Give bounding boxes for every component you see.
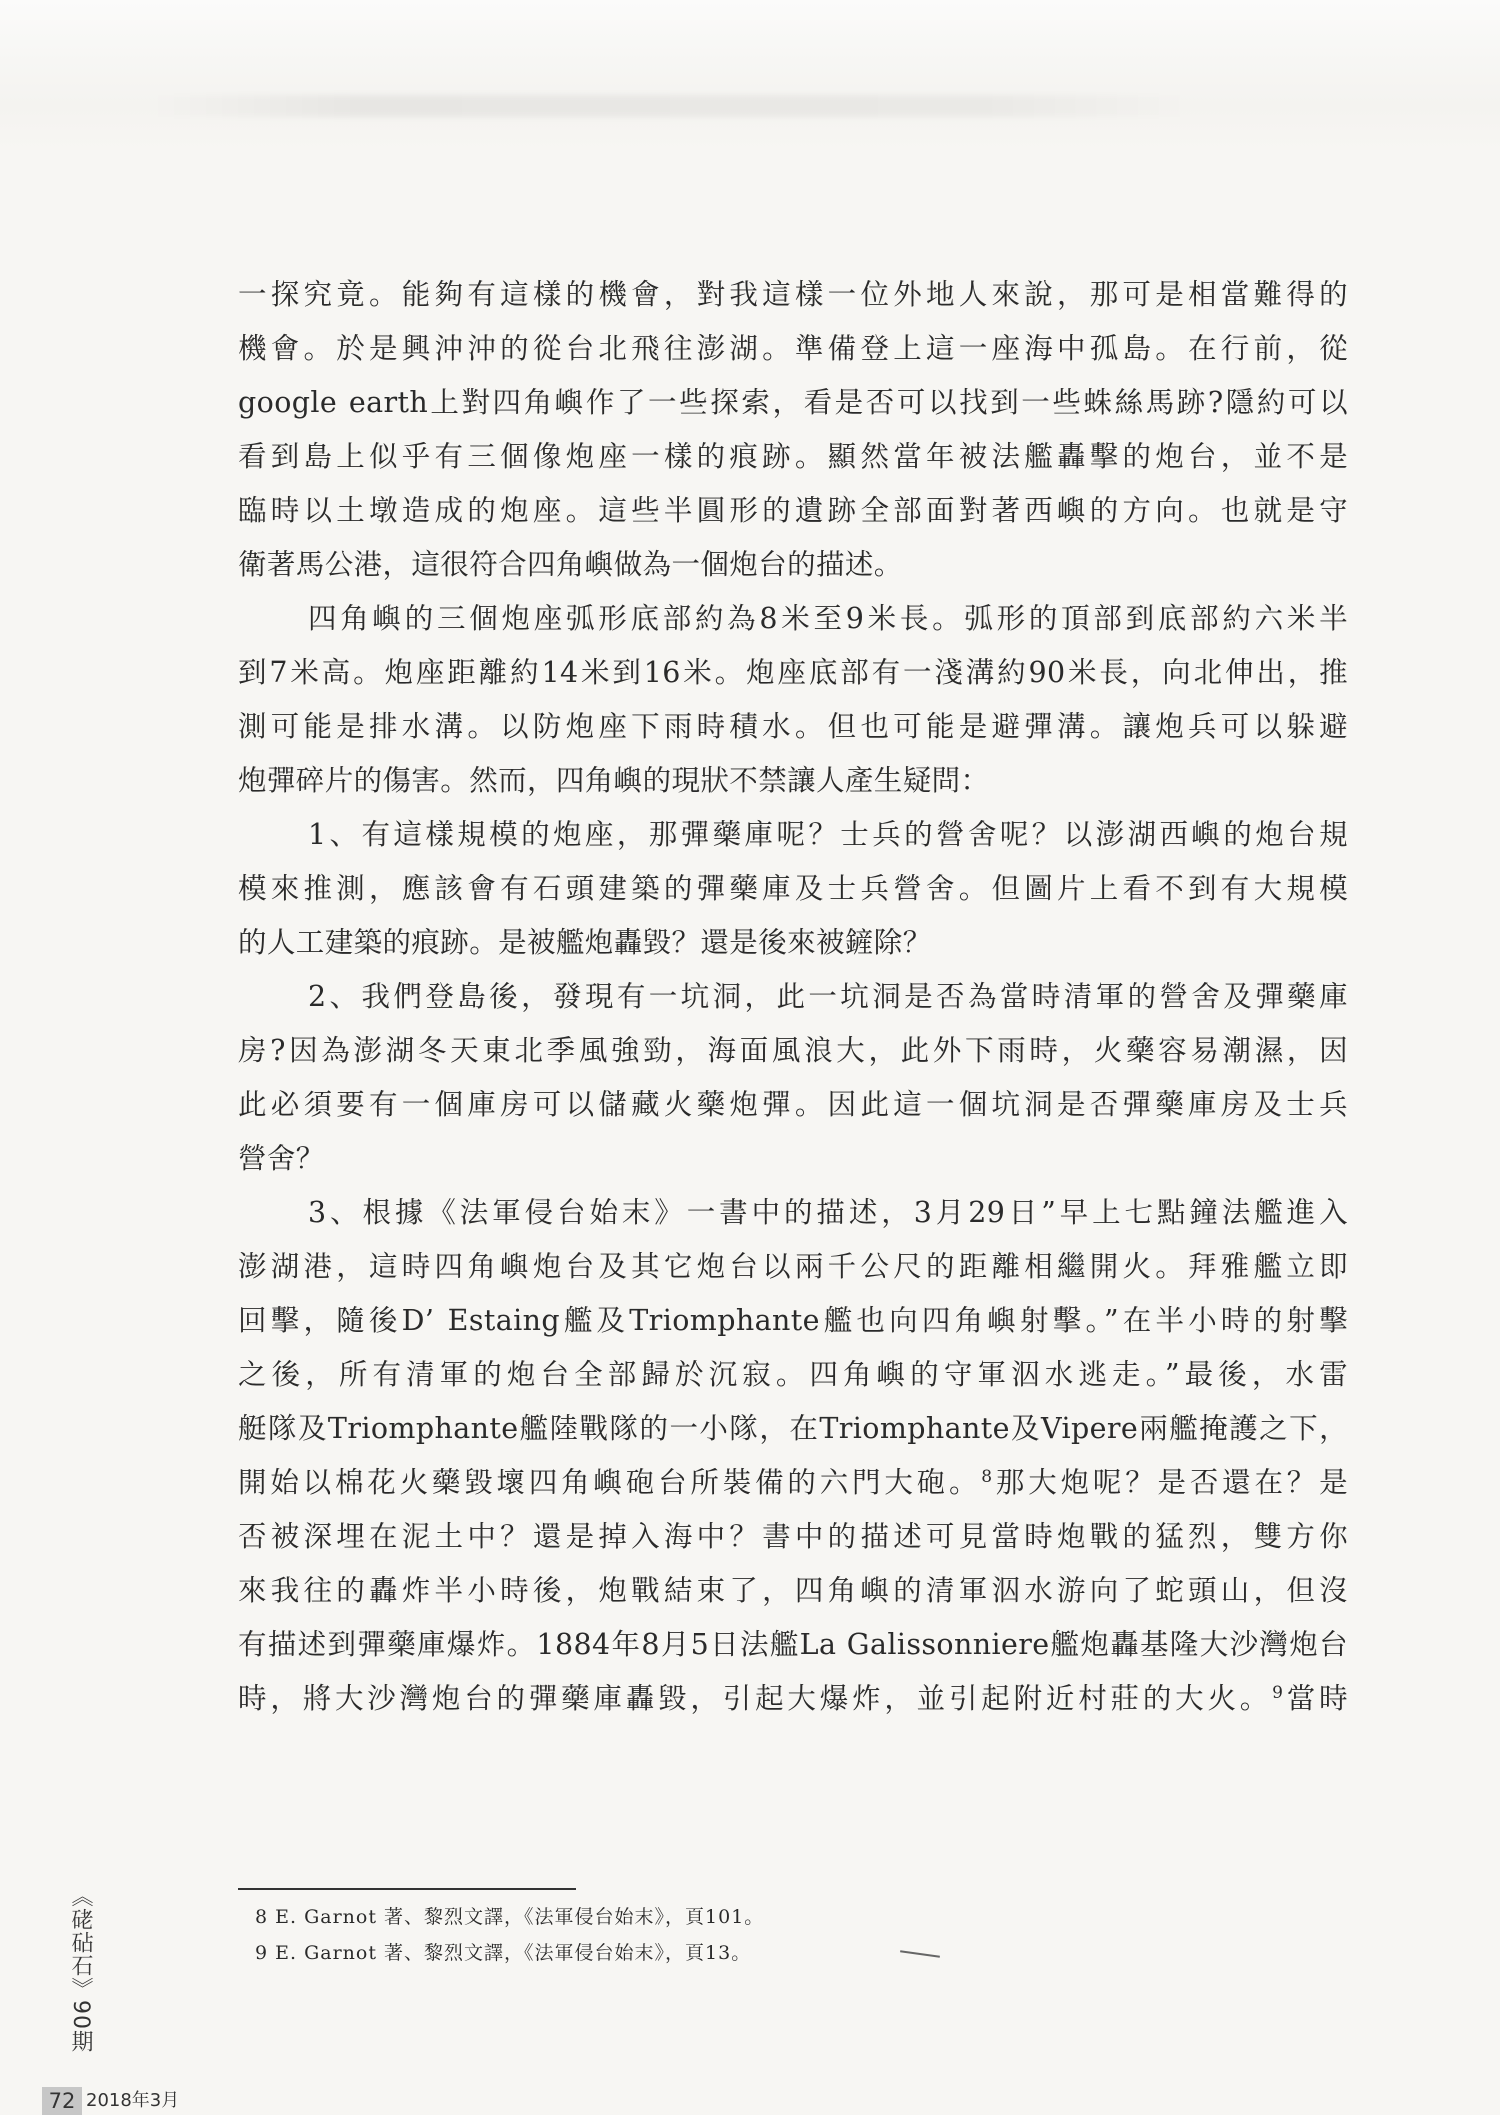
body-line: 艇隊及Triomphante艦陸戰隊的一小隊，在Triomphante及Vipere兩艦掩護之下， [238, 1412, 1348, 1445]
body-line-text: 當時 [1283, 1682, 1348, 1715]
body-line: 營舍？ [238, 1142, 325, 1175]
footnote-divider [238, 1888, 576, 1890]
footnote-8: 8 E. Garnot 著、黎烈文譯，《法軍侵台始末》，頁101。 [255, 1906, 765, 1928]
body-line: 來我往的轟炸半小時後，炮戰結束了，四角嶼的清軍泅水游向了蛇頭山，但沒 [238, 1574, 1348, 1607]
body-line: 3、根據《法軍侵台始末》一書中的描述，3月29日”早上七點鐘法艦進入 [308, 1196, 1348, 1229]
body-line-text: 時，將大沙灣炮台的彈藥庫轟毀，引起大爆炸，並引起附近村莊的大火。 [238, 1682, 1273, 1715]
footnote-9: 9 E. Garnot 著、黎烈文譯，《法軍侵台始末》，頁13。 [255, 1942, 752, 1964]
body-line: 澎湖港，這時四角嶼炮台及其它炮台以兩千公尺的距離相繼開火。拜雅艦立即 [238, 1250, 1348, 1283]
scan-mark [900, 1950, 940, 1958]
scan-smudge [150, 95, 1190, 117]
body-line: 四角嶼的三個炮座弧形底部約為8米至9米長。弧形的頂部到底部約六米半 [308, 602, 1348, 635]
body-line: 一探究竟。能夠有這樣的機會，對我這樣一位外地人來說，那可是相當難得的 [238, 278, 1348, 311]
body-line: 否被深埋在泥土中？還是掉入海中？書中的描述可見當時炮戰的猛烈，雙方你 [238, 1520, 1348, 1553]
body-line [238, 1674, 1348, 1724]
body-line: 之後，所有清軍的炮台全部歸於沉寂。四角嶼的守軍泅水逃走。”最後，水雷 [238, 1358, 1348, 1391]
publication-title: 《硓砧石》90期 [68, 1885, 93, 2053]
scan-top-band [0, 0, 1500, 150]
body-line: 衛著馬公港，這很符合四角嶼做為一個炮台的描述。 [238, 548, 903, 581]
footnote-ref: 9 [1272, 1683, 1284, 1703]
body-line: 此必須要有一個庫房可以儲藏火藥炮彈。因此這一個坑洞是否彈藥庫房及士兵 [238, 1088, 1348, 1121]
issue-date: 2018年3月 [86, 2090, 180, 2111]
body-line-text: 那大炮呢？是否還在？是 [992, 1466, 1349, 1499]
body-line: 回擊，隨後D’ Estaing艦及Triomphante艦也向四角嶼射擊。”在半小時的射擊 [238, 1304, 1348, 1337]
body-line: 到7米高。炮座距離約14米到16米。炮座底部有一淺溝約90米長，向北伸出，推 [238, 656, 1348, 689]
page-number: 72 [42, 2087, 82, 2115]
body-line: 看到島上似乎有三個像炮座一樣的痕跡。顯然當年被法艦轟擊的炮台，並不是 [238, 440, 1348, 473]
body-line-text: 開始以棉花火藥毀壞四角嶼砲台所裝備的六門大砲。 [238, 1466, 982, 1499]
body-line: 機會。於是興沖沖的從台北飛往澎湖。準備登上這一座海中孤島。在行前，從 [238, 332, 1348, 365]
body-line: 測可能是排水溝。以防炮座下雨時積水。但也可能是避彈溝。讓炮兵可以躲避 [238, 710, 1348, 743]
body-line: 房?因為澎湖冬天東北季風強勁，海面風浪大，此外下雨時，火藥容易潮濕，因 [238, 1034, 1348, 1067]
body-line: 的人工建築的痕跡。是被艦炮轟毀？還是後來被鏟除？ [238, 926, 932, 959]
body-line [238, 1458, 1348, 1508]
body-line: 有描述到彈藥庫爆炸。1884年8月5日法艦La Galissonniere艦炮轟基隆大沙灣炮台 [238, 1628, 1348, 1661]
body-line: google earth上對四角嶼作了一些探索，看是否可以找到一些蛛絲馬跡?隱約可以 [238, 386, 1348, 419]
body-line: 模來推測，應該會有石頭建築的彈藥庫及士兵營舍。但圖片上看不到有大規模 [238, 872, 1348, 905]
body-line: 1、有這樣規模的炮座，那彈藥庫呢？士兵的營舍呢？以澎湖西嶼的炮台規 [308, 818, 1348, 851]
body-line: 臨時以土墩造成的炮座。這些半圓形的遺跡全部面對著西嶼的方向。也就是守 [238, 494, 1348, 527]
body-line: 2、我們登島後，發現有一坑洞，此一坑洞是否為當時清軍的營舍及彈藥庫 [308, 980, 1348, 1013]
footnote-ref: 8 [981, 1467, 993, 1487]
body-line: 炮彈碎片的傷害。然而，四角嶼的現狀不禁讓人產生疑問： [238, 764, 990, 797]
